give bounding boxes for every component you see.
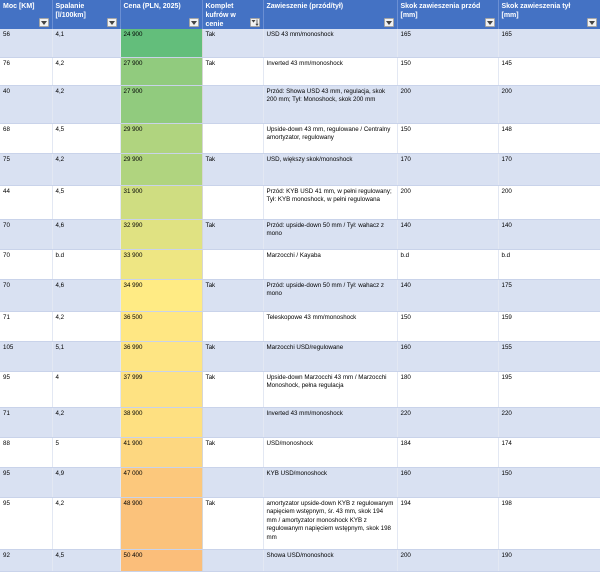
- luggage-cell[interactable]: Tak: [202, 57, 263, 85]
- fuel-cell[interactable]: 4,2: [52, 85, 120, 123]
- table-row[interactable]: [0, 467, 600, 497]
- filter-dropdown-icon[interactable]: [384, 18, 394, 27]
- suspension-cell[interactable]: Przód: upside-down 50 mm / Tył: wahacz z mono: [263, 279, 397, 311]
- fuel-cell[interactable]: 4,6: [52, 279, 120, 311]
- fuel-cell[interactable]: 5,1: [52, 341, 120, 371]
- travel-front-cell[interactable]: 160: [397, 341, 498, 371]
- price-cell[interactable]: 41 900: [120, 437, 202, 467]
- travel-rear-cell[interactable]: 145: [498, 57, 600, 85]
- price-cell[interactable]: 27 900: [120, 85, 202, 123]
- travel-rear-cell[interactable]: 190: [498, 549, 600, 571]
- travel-rear-cell[interactable]: 150: [498, 467, 600, 497]
- travel-rear-cell[interactable]: 195: [498, 371, 600, 407]
- travel-front-cell[interactable]: 160: [397, 467, 498, 497]
- travel-front-cell[interactable]: 200: [397, 549, 498, 571]
- fuel-cell[interactable]: 5: [52, 437, 120, 467]
- price-cell[interactable]: 36 990: [120, 341, 202, 371]
- travel-front-cell[interactable]: 184: [397, 437, 498, 467]
- column-header-power[interactable]: [0, 0, 52, 29]
- column-header-label: Moc [KM]: [3, 3, 35, 10]
- travel-front-cell[interactable]: 200: [397, 185, 498, 219]
- power-cell[interactable]: 92: [0, 549, 52, 571]
- fuel-cell[interactable]: 4,2: [52, 311, 120, 341]
- luggage-cell[interactable]: Tak: [202, 341, 263, 371]
- travel-rear-cell[interactable]: 148: [498, 123, 600, 153]
- suspension-cell[interactable]: USD, większy skok/monoshock: [263, 153, 397, 185]
- column-header-label: Cena (PLN, 2025): [123, 3, 181, 10]
- travel-rear-cell[interactable]: 165: [498, 29, 600, 57]
- filter-dropdown-icon[interactable]: [107, 18, 117, 27]
- luggage-cell[interactable]: [202, 549, 263, 571]
- header-row: [0, 0, 600, 29]
- suspension-cell[interactable]: USD/monoshock: [263, 437, 397, 467]
- fuel-cell[interactable]: 4,2: [52, 407, 120, 437]
- price-cell[interactable]: 38 900: [120, 407, 202, 437]
- travel-rear-cell[interactable]: 220: [498, 407, 600, 437]
- travel-rear-cell[interactable]: 200: [498, 185, 600, 219]
- luggage-cell[interactable]: Tak: [202, 437, 263, 467]
- luggage-cell[interactable]: [202, 311, 263, 341]
- fuel-cell[interactable]: 4,2: [52, 57, 120, 85]
- table-body: [0, 29, 600, 571]
- travel-front-cell[interactable]: 165: [397, 29, 498, 57]
- table-row[interactable]: [0, 279, 600, 311]
- luggage-cell[interactable]: Tak: [202, 371, 263, 407]
- table-row[interactable]: [0, 497, 600, 549]
- filter-dropdown-icon[interactable]: [189, 18, 199, 27]
- price-cell[interactable]: 36 500: [120, 311, 202, 341]
- power-cell[interactable]: 75: [0, 153, 52, 185]
- travel-rear-cell[interactable]: 159: [498, 311, 600, 341]
- table-row[interactable]: [0, 123, 600, 153]
- column-header-label: Spalanie [l/100km]: [55, 3, 86, 19]
- table-row[interactable]: [0, 219, 600, 249]
- column-header-travel-rear[interactable]: [498, 0, 600, 29]
- column-header-label: Komplet kufrów w cenie: [205, 3, 236, 28]
- table-row[interactable]: [0, 341, 600, 371]
- column-header-travel-front[interactable]: [397, 0, 498, 29]
- suspension-cell[interactable]: Przód: Showa USD 43 mm, regulacja, skok 200 mm; Tył: Monoshock, skok 200 mm: [263, 85, 397, 123]
- power-cell[interactable]: 44: [0, 185, 52, 219]
- suspension-cell[interactable]: Upside-down 43 mm, regulowane / Centralny amortyzator, regulowany: [263, 123, 397, 153]
- travel-front-cell[interactable]: 220: [397, 407, 498, 437]
- filter-dropdown-icon[interactable]: [485, 18, 495, 27]
- travel-front-cell[interactable]: b.d: [397, 249, 498, 279]
- suspension-cell[interactable]: USD 43 mm/monoshock: [263, 29, 397, 57]
- price-cell[interactable]: 34 990: [120, 279, 202, 311]
- fuel-cell[interactable]: 4,9: [52, 467, 120, 497]
- power-cell[interactable]: 95: [0, 497, 52, 549]
- luggage-cell[interactable]: Tak: [202, 279, 263, 311]
- table-row[interactable]: [0, 437, 600, 467]
- power-cell[interactable]: 70: [0, 279, 52, 311]
- table-row[interactable]: [0, 85, 600, 123]
- table-row[interactable]: [0, 249, 600, 279]
- travel-rear-cell[interactable]: 140: [498, 219, 600, 249]
- table-row[interactable]: [0, 311, 600, 341]
- suspension-cell[interactable]: Przód: upside-down 50 mm / Tył: wahacz z mono: [263, 219, 397, 249]
- travel-front-cell[interactable]: 180: [397, 371, 498, 407]
- fuel-cell[interactable]: 4,5: [52, 185, 120, 219]
- price-cell[interactable]: 50 400: [120, 549, 202, 571]
- power-cell[interactable]: 70: [0, 219, 52, 249]
- fuel-cell[interactable]: 4,5: [52, 123, 120, 153]
- suspension-cell[interactable]: Marzocchi USD/regulowane: [263, 341, 397, 371]
- luggage-cell[interactable]: Tak: [202, 153, 263, 185]
- travel-rear-cell[interactable]: 174: [498, 437, 600, 467]
- luggage-cell[interactable]: [202, 185, 263, 219]
- luggage-cell[interactable]: [202, 249, 263, 279]
- filter-dropdown-icon[interactable]: [587, 18, 597, 27]
- fuel-cell[interactable]: 4,2: [52, 497, 120, 549]
- fuel-cell[interactable]: 4,2: [52, 153, 120, 185]
- filter-sort-icon[interactable]: [250, 18, 260, 27]
- price-cell[interactable]: 27 900: [120, 57, 202, 85]
- travel-front-cell[interactable]: 150: [397, 311, 498, 341]
- column-header-suspension[interactable]: [263, 0, 397, 29]
- fuel-cell[interactable]: b.d: [52, 249, 120, 279]
- travel-rear-cell[interactable]: 198: [498, 497, 600, 549]
- luggage-cell[interactable]: [202, 85, 263, 123]
- suspension-cell[interactable]: KYB USD/monoshock: [263, 467, 397, 497]
- travel-front-cell[interactable]: 200: [397, 85, 498, 123]
- suspension-cell[interactable]: amortyzator upside-down KYB z regulowanym napięciem wstępnym, śr. 43 mm, skok 194 mm / amortyzator monoshock KYB z regulowanym napięciem wstępnym, skok 198 mm: [263, 497, 397, 549]
- luggage-cell[interactable]: Tak: [202, 29, 263, 57]
- power-cell[interactable]: 71: [0, 311, 52, 341]
- power-cell[interactable]: 68: [0, 123, 52, 153]
- column-header-price[interactable]: [120, 0, 202, 29]
- power-cell[interactable]: 71: [0, 407, 52, 437]
- travel-front-cell[interactable]: 140: [397, 279, 498, 311]
- luggage-cell[interactable]: Tak: [202, 497, 263, 549]
- power-cell[interactable]: 105: [0, 341, 52, 371]
- fuel-cell[interactable]: 4,6: [52, 219, 120, 249]
- power-cell[interactable]: 95: [0, 467, 52, 497]
- power-cell[interactable]: 95: [0, 371, 52, 407]
- table-row[interactable]: [0, 29, 600, 57]
- column-header-label: Skok zawieszenia przód [mm]: [400, 3, 481, 19]
- suspension-cell[interactable]: Upside-down Marzocchi 43 mm / Marzocchi Monoshock, pełna regulacja: [263, 371, 397, 407]
- travel-rear-cell[interactable]: b.d: [498, 249, 600, 279]
- suspension-cell[interactable]: Przód: KYB USD 41 mm, w pełni regulowany; Tył: KYB monoshock, w pełni regulowana: [263, 185, 397, 219]
- luggage-cell[interactable]: [202, 407, 263, 437]
- price-cell[interactable]: 32 990: [120, 219, 202, 249]
- column-header-label: Skok zawieszenia tył [mm]: [501, 3, 571, 19]
- travel-rear-cell[interactable]: 200: [498, 85, 600, 123]
- table-row[interactable]: [0, 549, 600, 571]
- travel-front-cell[interactable]: 150: [397, 57, 498, 85]
- table-row[interactable]: [0, 371, 600, 407]
- luggage-cell[interactable]: [202, 467, 263, 497]
- suspension-cell[interactable]: Marzocchi / Kayaba: [263, 249, 397, 279]
- travel-rear-cell[interactable]: 170: [498, 153, 600, 185]
- table-row[interactable]: [0, 407, 600, 437]
- price-cell[interactable]: 37 999: [120, 371, 202, 407]
- price-cell[interactable]: 29 900: [120, 123, 202, 153]
- luggage-cell[interactable]: [202, 123, 263, 153]
- price-cell[interactable]: 29 900: [120, 153, 202, 185]
- price-cell[interactable]: 31 900: [120, 185, 202, 219]
- column-header-fuel[interactable]: [52, 0, 120, 29]
- suspension-cell[interactable]: Showa USD/monoshock: [263, 549, 397, 571]
- travel-front-cell[interactable]: 150: [397, 123, 498, 153]
- suspension-cell[interactable]: Teleskopowe 43 mm/monoshock: [263, 311, 397, 341]
- price-cell[interactable]: 47 000: [120, 467, 202, 497]
- travel-front-cell[interactable]: 194: [397, 497, 498, 549]
- fuel-cell[interactable]: 4,5: [52, 549, 120, 571]
- table-row[interactable]: [0, 185, 600, 219]
- power-cell[interactable]: 76: [0, 57, 52, 85]
- travel-front-cell[interactable]: 170: [397, 153, 498, 185]
- price-cell[interactable]: 48 900: [120, 497, 202, 549]
- price-cell[interactable]: 24 900: [120, 29, 202, 57]
- fuel-cell[interactable]: 4: [52, 371, 120, 407]
- fuel-cell[interactable]: 4,1: [52, 29, 120, 57]
- table-row[interactable]: [0, 153, 600, 185]
- price-cell[interactable]: 33 900: [120, 249, 202, 279]
- suspension-cell[interactable]: Inverted 43 mm/monoshock: [263, 57, 397, 85]
- filter-dropdown-icon[interactable]: [39, 18, 49, 27]
- luggage-cell[interactable]: Tak: [202, 219, 263, 249]
- suspension-cell[interactable]: Inverted 43 mm/monoshock: [263, 407, 397, 437]
- power-cell[interactable]: 70: [0, 249, 52, 279]
- travel-rear-cell[interactable]: 155: [498, 341, 600, 371]
- column-header-luggage[interactable]: [202, 0, 263, 29]
- power-cell[interactable]: 88: [0, 437, 52, 467]
- power-cell[interactable]: 56: [0, 29, 52, 57]
- column-header-label: Zawieszenie (przód/tył): [266, 3, 344, 10]
- power-cell[interactable]: 40: [0, 85, 52, 123]
- table-row[interactable]: [0, 57, 600, 85]
- travel-rear-cell[interactable]: 175: [498, 279, 600, 311]
- travel-front-cell[interactable]: 140: [397, 219, 498, 249]
